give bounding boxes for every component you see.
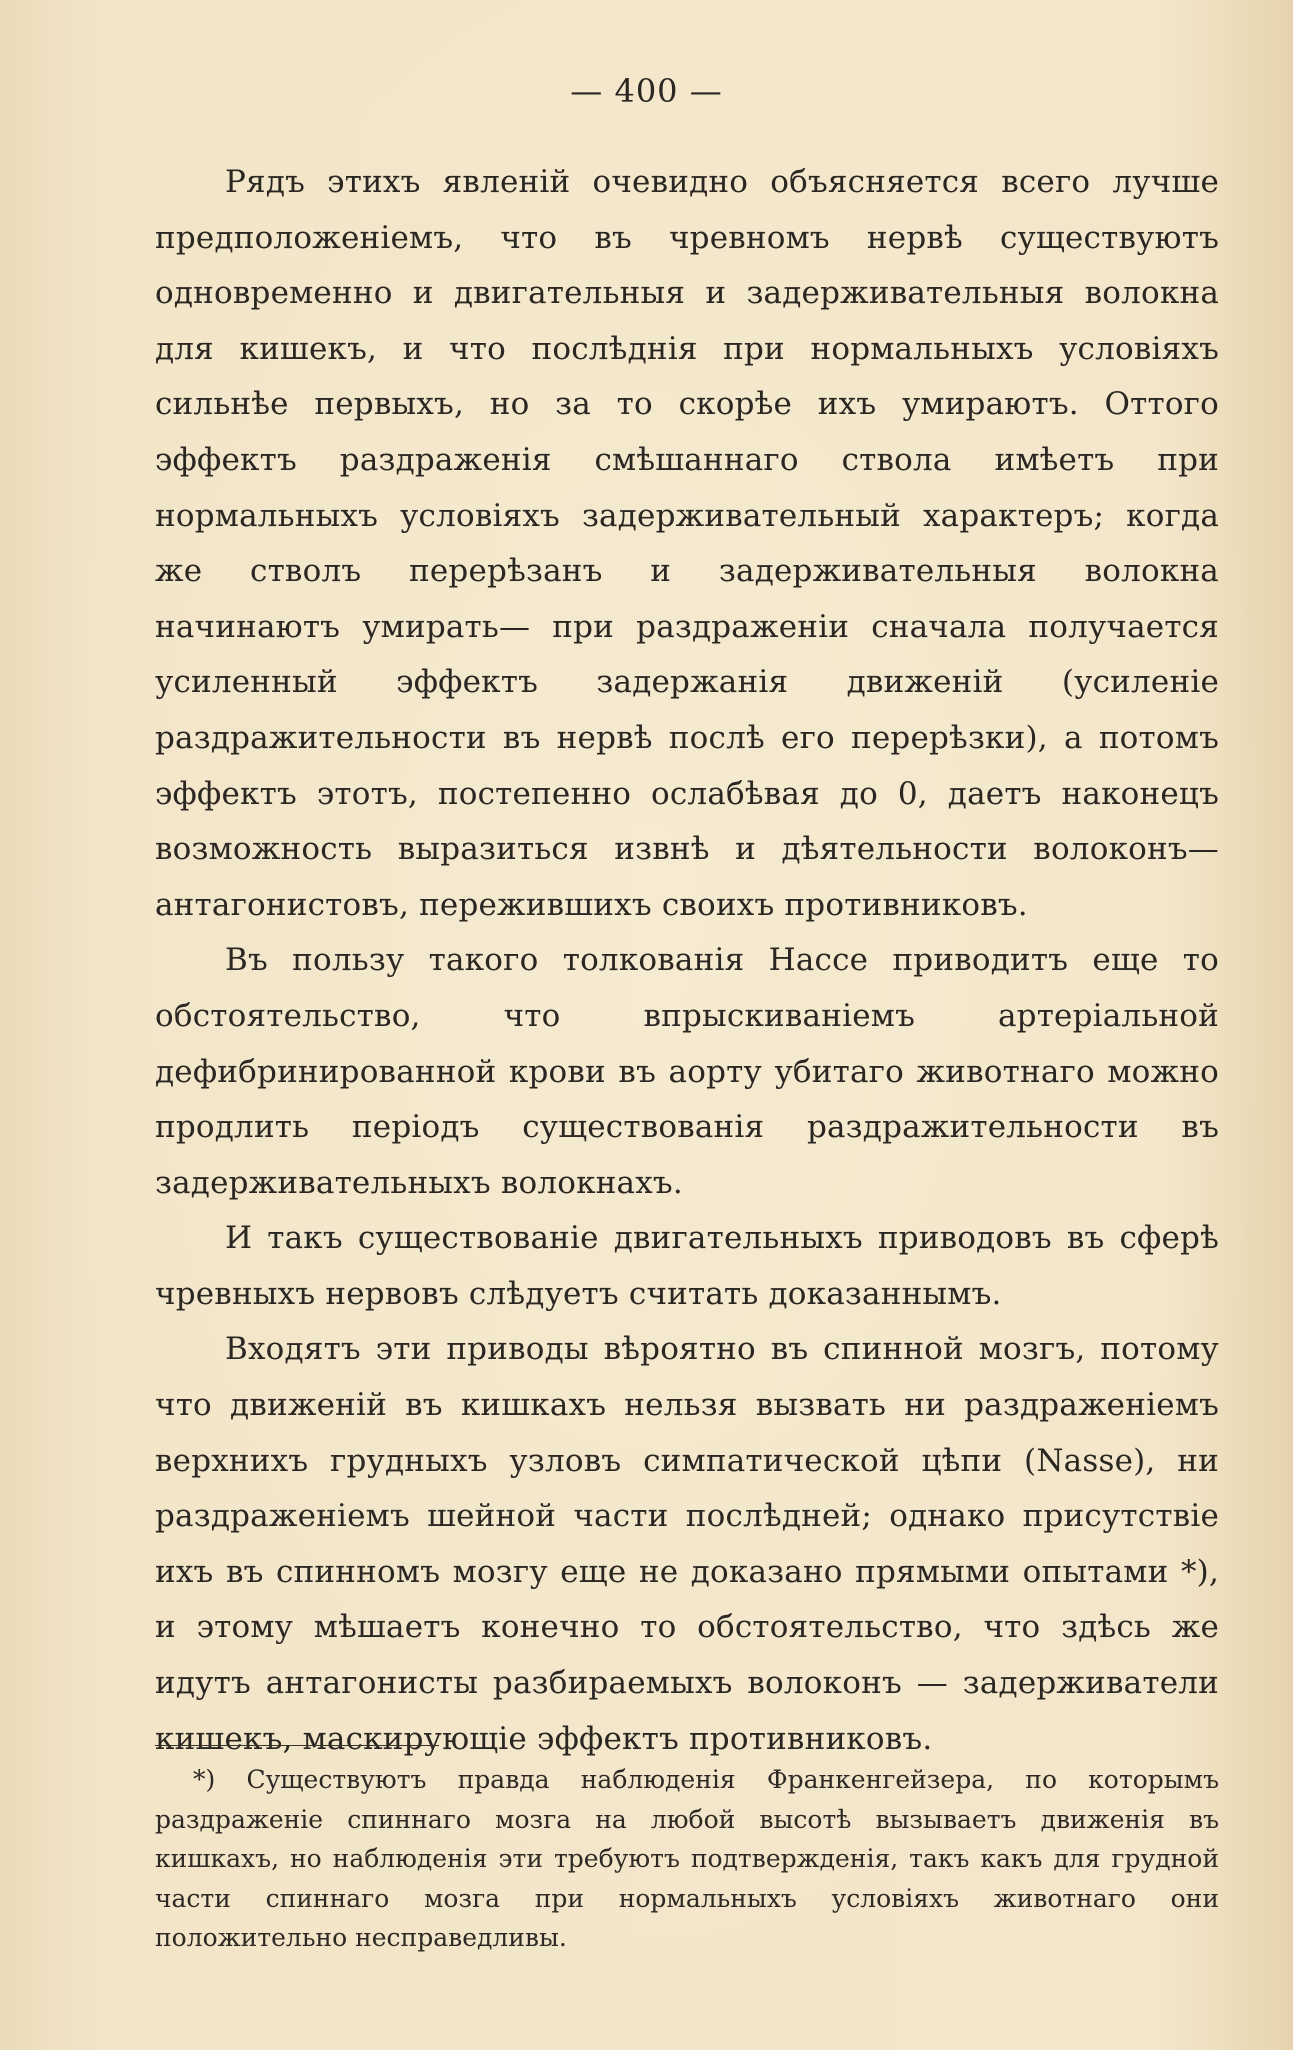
page-number: — 400 — <box>570 72 723 110</box>
body-text <box>155 155 1219 1767</box>
footnote: *) Существуютъ правда наблюденія Франкенгейзера, по которымъ раздраженіе спиннаго мозга на любой высотѣ вызываетъ движенія въ кишкахъ, но наблюденія эти требуютъ подтвержденія, такъ какъ для грудной части спиннаго мозга при нормальныхъ условіяхъ животнаго они положительно несправедливы. <box>155 1765 1219 1952</box>
footnote-separator <box>155 1745 439 1746</box>
paragraph-3: И такъ существованіе двигательныхъ приводовъ въ сферѣ чревныхъ нервовъ слѣдуетъ считать доказаннымъ. <box>155 1220 1219 1312</box>
paragraph-2: Въ пользу такого толкованія Нассе приводитъ еще то обстоятельство, что впрыскиваніемъ артеріальной дефибринированной крови въ аорту убитаго животнаго можно продлить періодъ существованія раздражительности въ задерживательныхъ волокнахъ. <box>155 942 1219 1201</box>
paragraph-4: Входятъ эти приводы вѣроятно въ спинной мозгъ, потому что движеній въ кишкахъ нельзя вызвать ни раздраженіемъ верхнихъ грудныхъ узловъ симпатической цѣпи (Nasse), ни раздраженіемъ шейной части послѣдней; однако присутствіе ихъ въ спинномъ мозгу еще не доказано прямыми опытами *), и этому мѣшаетъ конечно то обстоятельство, что здѣсь же идутъ антагонисты разбираемыхъ волоконъ — задерживатели кишекъ, маскирующіе эффектъ противниковъ. <box>155 1331 1219 1757</box>
paragraph-1: Рядъ этихъ явленій очевидно объясняется всего лучше предположеніемъ, что въ чревномъ нервѣ существуютъ одновременно и двигательныя и задерживательныя волокна для кишекъ, и что послѣднія при нормальныхъ условіяхъ сильнѣе первыхъ, но за то скорѣе ихъ умираютъ. Оттого эффектъ раздраженія смѣшаннаго ствола имѣетъ при нормальныхъ условіяхъ задерживательный характеръ; когда же стволъ перерѣзанъ и задерживательныя волокна начинаютъ умирать— при раздраженіи сначала получается усиленный эффектъ задержанія движеній (усиленіе раздражительности въ нервѣ послѣ его перерѣзки), а потомъ эффектъ этотъ, постепенно ослабѣвая до 0, даетъ наконецъ возможность выразиться извнѣ и дѣятельности волоконъ—антагонистовъ, пережившихъ своихъ противниковъ. <box>155 164 1219 923</box>
